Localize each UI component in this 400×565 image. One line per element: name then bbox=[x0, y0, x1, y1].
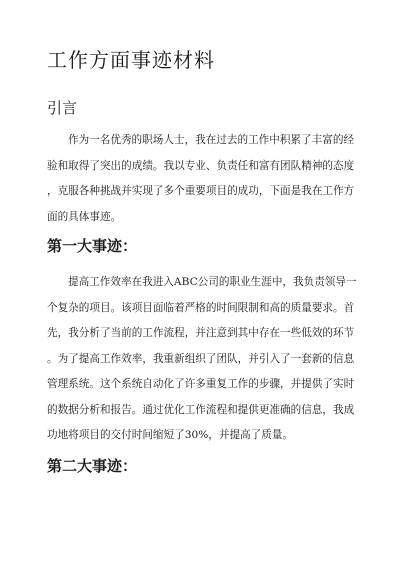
paragraph-line: 。为了提高工作效率，我重新组织了团队，并引入了一套新的信息 bbox=[47, 352, 355, 365]
paragraph-line: 验和取得了突出的成绩。我以专业、负责任和富有团队精神的态度 bbox=[47, 159, 355, 172]
paragraph-line: 的数据分析和报告。通过优化工作流程和提供更准确的信息，我成 bbox=[47, 403, 355, 416]
section-heading-first: 第一大事迹： bbox=[47, 237, 138, 255]
paragraph-first bbox=[47, 270, 357, 449]
paragraph-line: 提高工作效率在我进入ABC公司的职业生涯中，我负责领导一 bbox=[68, 276, 357, 288]
document-title: 工作方面事迹材料 bbox=[47, 48, 215, 72]
paragraph-intro bbox=[47, 128, 357, 230]
paragraph-line: 先，我分析了当前的工作流程，并注意到其中存在一些低效的环节 bbox=[47, 327, 355, 339]
paragraph-line: 功地将项目的交付时间缩短了30%，并提高了质量。 bbox=[47, 429, 294, 441]
paragraph-line: 个复杂的项目。该项目面临着严格的时间限制和高的质量要求。首 bbox=[47, 301, 355, 314]
section-heading-intro: 引言 bbox=[47, 99, 78, 117]
paragraph-line: ，克服各种挑战并实现了多个重要项目的成功，下面是我在工作方 bbox=[47, 185, 355, 197]
paragraph-line: 作为一名优秀的职场人士，我在过去的工作中积累了丰富的经 bbox=[68, 134, 355, 146]
paragraph-line: 管理系统。这个系统自动化了许多重复工作的步骤，并提供了实时 bbox=[47, 378, 355, 390]
section-heading-second: 第二大事迹： bbox=[47, 457, 138, 475]
paragraph-line: 面的具体事迹。 bbox=[47, 210, 122, 223]
